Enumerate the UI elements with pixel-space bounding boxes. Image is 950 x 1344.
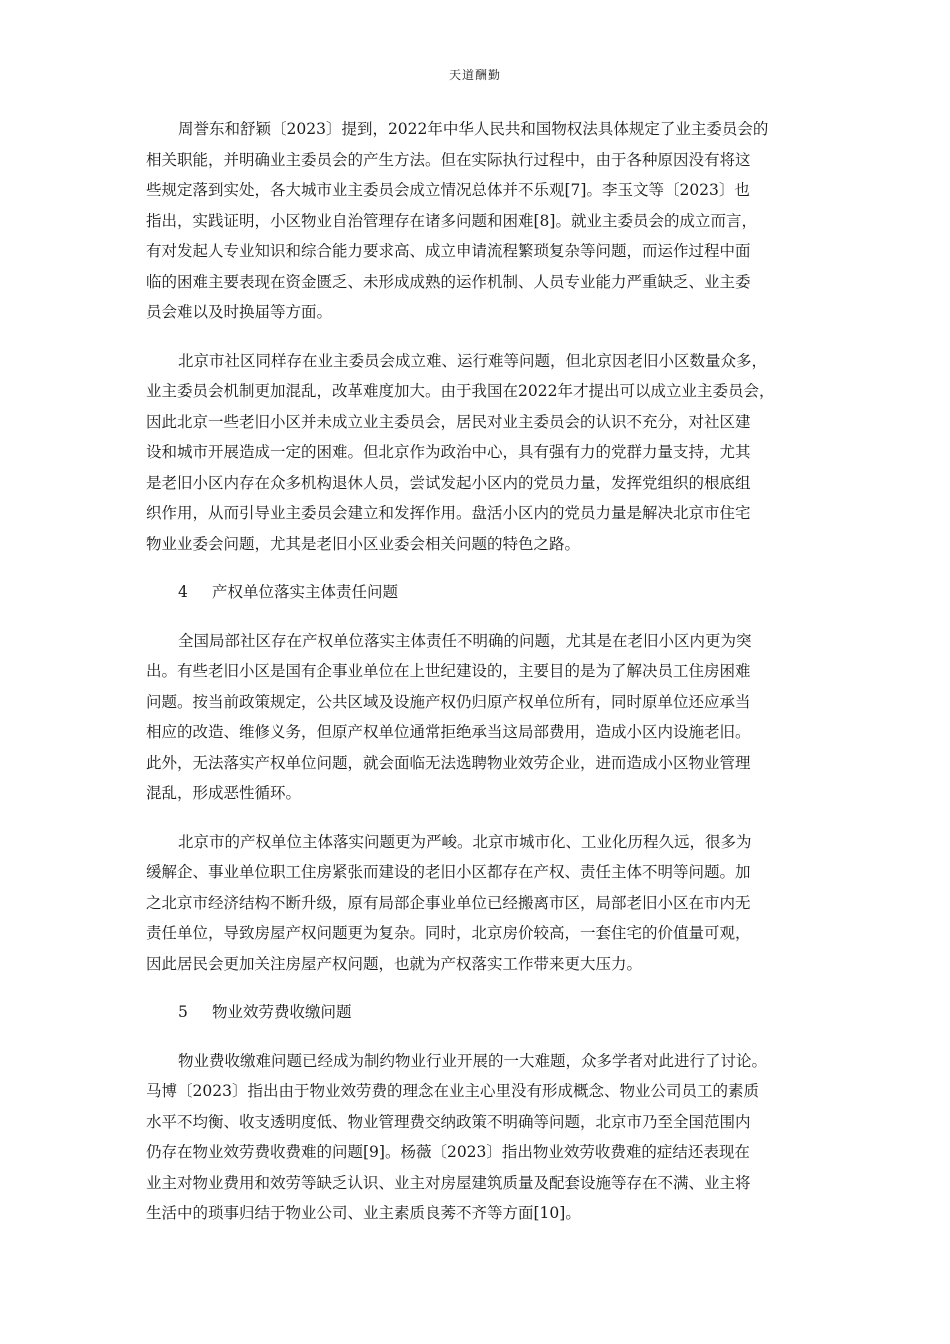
text-line: 业主对物业费用和效劳等缺乏认识、业主对房屋建筑质量及配套设施等存在不满、业主将 — [146, 1173, 751, 1192]
text-line: 水平不均衡、收支透明度低、物业管理费交纳政策不明确等问题，北京市乃至全国范围内 — [146, 1112, 751, 1131]
text-line: 问题。按当前政策规定，公共区域及设施产权仍归原产权单位所有，同时原单位还应承当 — [146, 692, 751, 711]
paragraph-2 — [146, 346, 808, 560]
section-heading-4 — [146, 577, 808, 608]
paragraph-gap — [146, 559, 808, 577]
text-line: 马博〔2023〕指出由于物业效劳费的理念在业主心里没有形成概念、物业公司员工的素质 — [146, 1082, 759, 1100]
text-line: 临的困难主要表现在资金匮乏、未形成成熟的运作机制、人员专业能力严重缺乏、业主委 — [146, 272, 751, 291]
paragraph-4 — [146, 827, 808, 980]
text-line: 指出，实践证明，小区物业自治管理存在诸多问题和困难[8]。就业主委员会的成立而言， — [146, 211, 757, 230]
text-line: 全国局部社区存在产权单位落实主体责任不明确的问题，尤其是在老旧小区内更为突 — [178, 631, 752, 650]
text-line: 混乱，形成恶性循环。 — [146, 784, 302, 802]
text-line: 缓解企、事业单位职工住房紧张而建设的老旧小区都存在产权、责任主体不明等问题。加 — [146, 863, 751, 881]
text-line: 因此北京一些老旧小区并未成立业主委员会，居民对业主委员会的认识不充分，对社区建 — [146, 412, 751, 431]
section-title: 物业效劳费收缴问题 — [212, 1003, 352, 1021]
text-line: 物业业委会问题，尤其是老旧小区业委会相关问题的特色之路。 — [146, 534, 581, 553]
paragraph-gap — [146, 328, 808, 346]
text-line: 责任单位，导致房屋产权问题更为复杂。同时，北京房价较高，一套住宅的价值量可观， — [146, 924, 751, 942]
paragraph-gap — [146, 809, 808, 827]
text-line: 是老旧小区内存在众多机构退休人员，尝试发起小区内的党员力量，发挥党组织的根底组 — [146, 473, 751, 492]
section-title: 产权单位落实主体责任问题 — [212, 583, 399, 601]
section-number: 4 — [178, 583, 188, 601]
text-line: 周誉东和舒颖〔2023〕提到，2022年中华人民共和国物权法具体规定了业主委员会的 — [178, 120, 769, 138]
text-line: 织作用，从而引导业主委员会建立和发挥作用。盘活小区内的党员力量是解决北京市住宅 — [146, 504, 751, 522]
page-header: 天道酬勤 — [448, 68, 501, 82]
text-line: 此外，无法落实产权单位问题，就会面临无法选聘物业效劳企业，进而造成小区物业管理 — [146, 753, 751, 772]
text-line: 些规定落到实处，各大城市业主委员会成立情况总体并不乐观[7]。李玉文等〔2023〕也 — [146, 181, 750, 199]
text-line: 设和城市开展造成一定的困难。但北京作为政治中心，具有强有力的党群力量支持，尤其 — [146, 443, 751, 461]
text-line: 北京市社区同样存在业主委员会成立难、运行难等问题，但北京因老旧小区数量众多， — [178, 351, 768, 370]
paragraph-gap — [146, 608, 808, 626]
text-line: 因此居民会更加关注房屋产权问题，也就为产权落实工作带来更大压力。 — [146, 954, 643, 973]
section-number: 5 — [178, 1003, 188, 1021]
document-body — [146, 114, 808, 1229]
text-line: 员会难以及时换届等方面。 — [146, 303, 333, 321]
text-line: 相应的改造、维修义务，但原产权单位通常拒绝承当这局部费用，造成小区内设施老旧。 — [146, 723, 751, 741]
text-line: 物业费收缴难问题已经成为制约物业行业开展的一大难题，众多学者对此进行了讨论。 — [178, 1051, 768, 1070]
paragraph-gap — [146, 979, 808, 997]
paragraph-gap — [146, 1028, 808, 1046]
text-line: 相关职能，并明确业主委员会的产生方法。但在实际执行过程中，由于各种原因没有将这 — [146, 150, 751, 169]
paragraph-1 — [146, 114, 808, 328]
paragraph-3 — [146, 626, 808, 809]
section-heading-5 — [146, 997, 808, 1028]
text-line: 业主委员会机制更加混乱，改革难度加大。由于我国在2022年才提出可以成立业主委员会， — [146, 382, 775, 400]
text-line: 生活中的琐事归结于物业公司、业主素质良莠不齐等方面[10]。 — [146, 1204, 581, 1222]
text-line: 有对发起人专业知识和综合能力要求高、成立申请流程繁琐复杂等问题，而运作过程中面 — [146, 242, 751, 260]
text-line: 之北京市经济结构不断升级，原有局部企事业单位已经搬离市区，局部老旧小区在市内无 — [146, 893, 751, 912]
text-line: 仍存在物业效劳费收费难的问题[9]。杨薇〔2023〕指出物业效劳收费难的症结还表现在 — [146, 1143, 750, 1161]
text-line: 出。有些老旧小区是国有企事业单位在上世纪建设的，主要目的是为了解决员工住房困难 — [146, 662, 751, 680]
paragraph-5 — [146, 1046, 808, 1229]
text-line: 北京市的产权单位主体落实问题更为严峻。北京市城市化、工业化历程久远，很多为 — [178, 832, 752, 851]
